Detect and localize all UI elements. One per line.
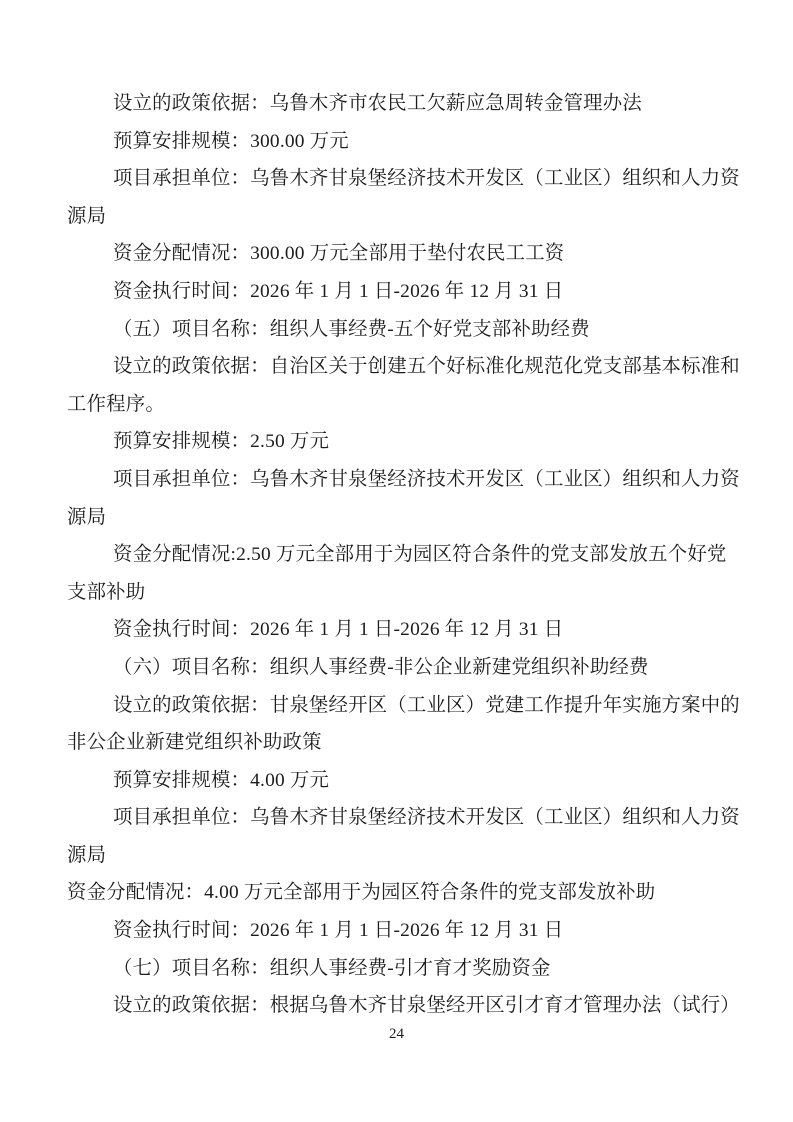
document-line: 设立的政策依据：乌鲁木齐市农民工欠薪应急周转金管理办法 (113, 93, 642, 114)
document-line: 资金分配情况:2.50 万元全部用于为园区符合条件的党支部发放五个好党 (113, 544, 727, 566)
document-line: （七）项目名称：组织人事经费-引才育才奖励资金 (113, 957, 551, 979)
document-line: 项目承担单位：乌鲁木齐甘泉堡经济技术开发区（工业区）组织和人力资 (113, 807, 740, 829)
document-line: 源局 (67, 506, 107, 528)
document-line: 项目承担单位：乌鲁木齐甘泉堡经济技术开发区（工业区）组织和人力资 (113, 468, 740, 490)
document-line: 设立的政策依据：根据乌鲁木齐甘泉堡经开区引才育才管理办法（试行） (113, 995, 740, 1017)
page-number: 24 (389, 1026, 404, 1042)
document-line: 设立的政策依据：自治区关于创建五个好标准化规范化党支部基本标准和 (113, 356, 740, 378)
document-line: 项目承担单位：乌鲁木齐甘泉堡经济技术开发区（工业区）组织和人力资 (113, 168, 740, 190)
document-line: 设立的政策依据：甘泉堡经开区（工业区）党建工作提升年实施方案中的 (113, 694, 740, 716)
document-line: 工作程序。 (67, 393, 165, 415)
document-line: 预算安排规模：300.00 万元 (113, 130, 349, 152)
document-line: 资金分配情况：4.00 万元全部用于为园区符合条件的党支部发放补助 (67, 882, 656, 904)
document-line: 预算安排规模：2.50 万元 (113, 431, 330, 453)
document-line: 支部补助 (67, 581, 146, 603)
page-footer (0, 1024, 793, 1044)
document-line: 预算安排规模：4.00 万元 (113, 769, 330, 791)
document-line: 资金执行时间：2026 年 1 月 1 日-2026 年 12 月 31 日 (113, 619, 564, 641)
document-line: 源局 (67, 205, 107, 227)
document-line: （六）项目名称：组织人事经费-非公企业新建党组织补助经费 (113, 656, 649, 678)
document-line: （五）项目名称：组织人事经费-五个好党支部补助经费 (113, 318, 590, 340)
document-line: 资金执行时间：2026 年 1 月 1 日-2026 年 12 月 31 日 (113, 920, 564, 942)
document-line: 非公企业新建党组织补助政策 (67, 732, 322, 754)
document-body (67, 85, 740, 1025)
document-line: 资金执行时间：2026 年 1 月 1 日-2026 年 12 月 31 日 (113, 280, 564, 302)
document-line: 源局 (67, 844, 107, 866)
document-line: 资金分配情况：300.00 万元全部用于垫付农民工工资 (113, 243, 565, 265)
